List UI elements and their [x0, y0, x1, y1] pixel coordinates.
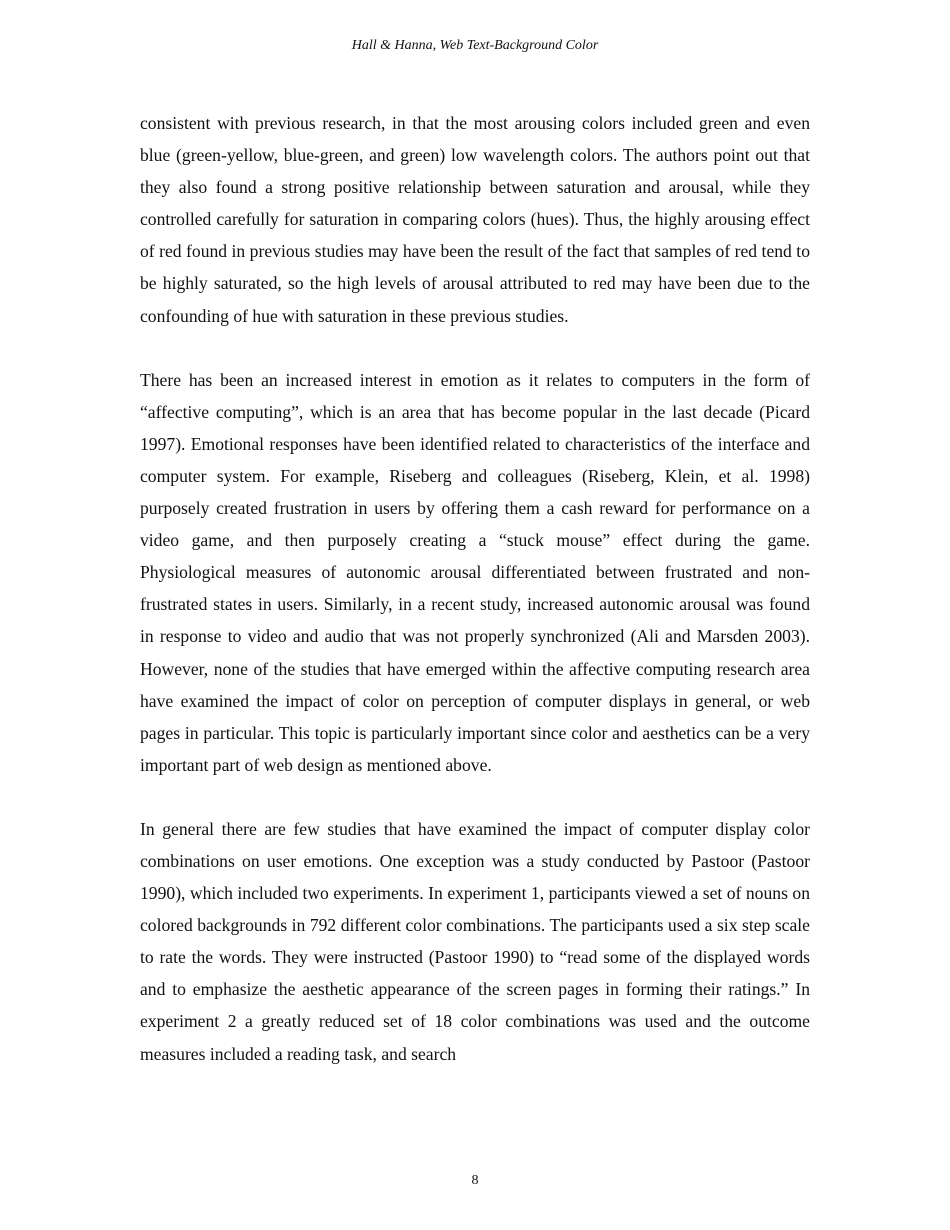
paragraph-1: consistent with previous research, in that the most arousing colors included green and even blue (green-yellow, blue-green, and green) low wavelength colors. The authors point out that they also found a strong positive relationship between saturation and arousal, while they controlled carefully for saturation in comparing colors (hues). Thus, the highly arousing effect of red found in previous studies may have been the result of the fact that samples of red tend to be highly saturated, so the high levels of arousal attributed to red may have been due to the confounding of hue with saturation in these previous studies. [140, 113, 810, 326]
page-number: 8 [471, 1173, 479, 1188]
body-text [140, 107, 810, 1102]
paragraph-3: In general there are few studies that have examined the impact of computer display color combinations on user emotions. One exception was a study conducted by Pastoor (Pastoor 1990), which included two experiments. In experiment 1, participants viewed a set of nouns on colored backgrounds in 792 different color combinations. The participants used a six step scale to rate the words. They were instructed (Pastoor 1990) to “read some of the displayed words and to emphasize the aesthetic appearance of the screen pages in forming their ratings.” In experiment 2 a greatly reduced set of 18 color combinations was used and the outcome measures included a reading task, and search [140, 818, 810, 1064]
paragraph-2: There has been an increased interest in emotion as it relates to computers in the form of “affective computing”, which is an area that has become popular in the last decade (Picard 1997). Emotional responses have been identified related to characteristics of the interface and computer system. For example, Riseberg and colleagues (Riseberg, Klein, et al. 1998) purposely created frustration in users by offering them a cash reward for performance on a video game, and then purposely creating a “stuck mouse” effect during the game. Physiological measures of autonomic arousal differentiated between frustrated and non-frustrated states in users. Similarly, in a recent study, increased autonomic arousal was found in response to video and audio that was not properly synchronized (Ali and Marsden 2003). However, none of the studies that have emerged within the affective computing research area have examined the impact of color on perception of computer displays in general, or web pages in particular. This topic is particularly important since color and aesthetics can be a very important part of web design as mentioned above. [140, 369, 810, 775]
running-header: Hall & Hanna, Web Text-Background Color [351, 38, 599, 53]
